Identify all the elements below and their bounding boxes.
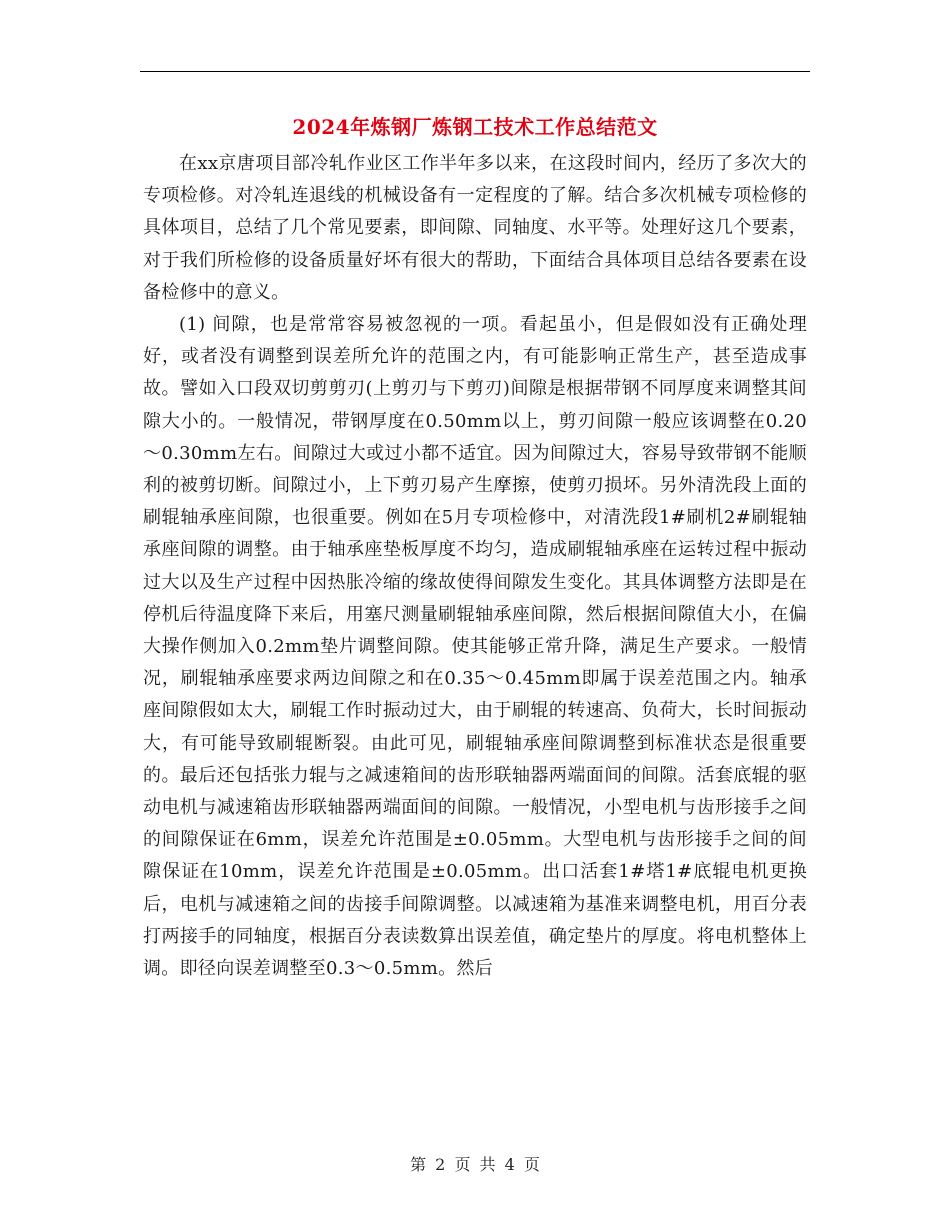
paragraph-gap: (1) 间隙，也是常常容易被忽视的一项。看起虽小，但是假如没有正确处理好，或者没有调整到误差所允许的范围之内，有可能影响正常生产，甚至造成事故。譬如入口段双切剪剪刃(上剪刃与下剪刃)间隙是根据带钢不同厚度来调整其间隙大小的。一般情况，带钢厚度在0.50mm以上，剪刃间隙一般应该调整在0.20～0.30mm左右。间隙过大或过小都不适宜。因为间隙过大，容易导致带钢不能顺利的被剪切断。间隙过小，上下剪刃易产生摩擦，使剪刃损坏。另外清洗段上面的刷辊轴承座间隙，也很重要。例如在5月专项检修中，对清洗段1#刷机2#刷辊轴承座间隙的调整。由于轴承座垫板厚度不均匀，造成刷辊轴承座在运转过程中振动过大以及生产过程中因热胀冷缩的缘故使得间隙发生变化。其具体调整方法即是在停机后待温度降下来后，用塞尺测量刷辊轴承座间隙，然后根据间隙值大小，在偏大操作侧加入0.2mm垫片调整间隙。使其能够正常升降，满足生产要求。一般情况，刷辊轴承座要求两边间隙之和在0.35～0.45mm即属于误差范围之内。轴承座间隙假如太大，刷辊工作时振动过大，由于刷辊的转速高、负荷大，长时间振动大，有可能导致刷辊断裂。由此可见，刷辊轴承座间隙调整到标准状态是很重要的。最后还包括张力辊与之减速箱间的齿形联轴器两端面间的间隙。活套底辊的驱动电机与减速箱齿形联轴器两端面间的间隙。一般情况，小型电机与齿形接手之间的间隙保证在6mm，误差允许范围是±0.05mm。大型电机与齿形接手之间的间隙保证在10mm，误差允许范围是±0.05mm。出口活套1#塔1#底辊电机更换后，电机与减速箱之间的齿接手间隙调整。以减速箱为基准来调整电机，用百分表打两接手的同轴度，根据百分表读数算出误差值，确定垫片的厚度。将电机整体上调。即径向误差调整至0.3～0.5mm。然后 [143,314,807,980]
document-body [143,148,807,985]
header-rule [140,71,810,72]
page-number: 第 2 页 共 4 页 [410,1155,540,1174]
paragraph-intro: 在xx京唐项目部冷轧作业区工作半年多以来，在这段时间内，经历了多次大的专项检修。对冷轧连退线的机械设备有一定程度的了解。结合多次机械专项检修的具体项目，总结了几个常见要素，即间隙、同轴度、水平等。处理好这几个要素，对于我们所检修的设备质量好坏有很大的帮助，下面结合具体项目总结各要素在设备检修中的意义。 [143,153,807,303]
document-title: 2024年炼钢厂炼钢工技术工作总结范文 [292,115,658,139]
